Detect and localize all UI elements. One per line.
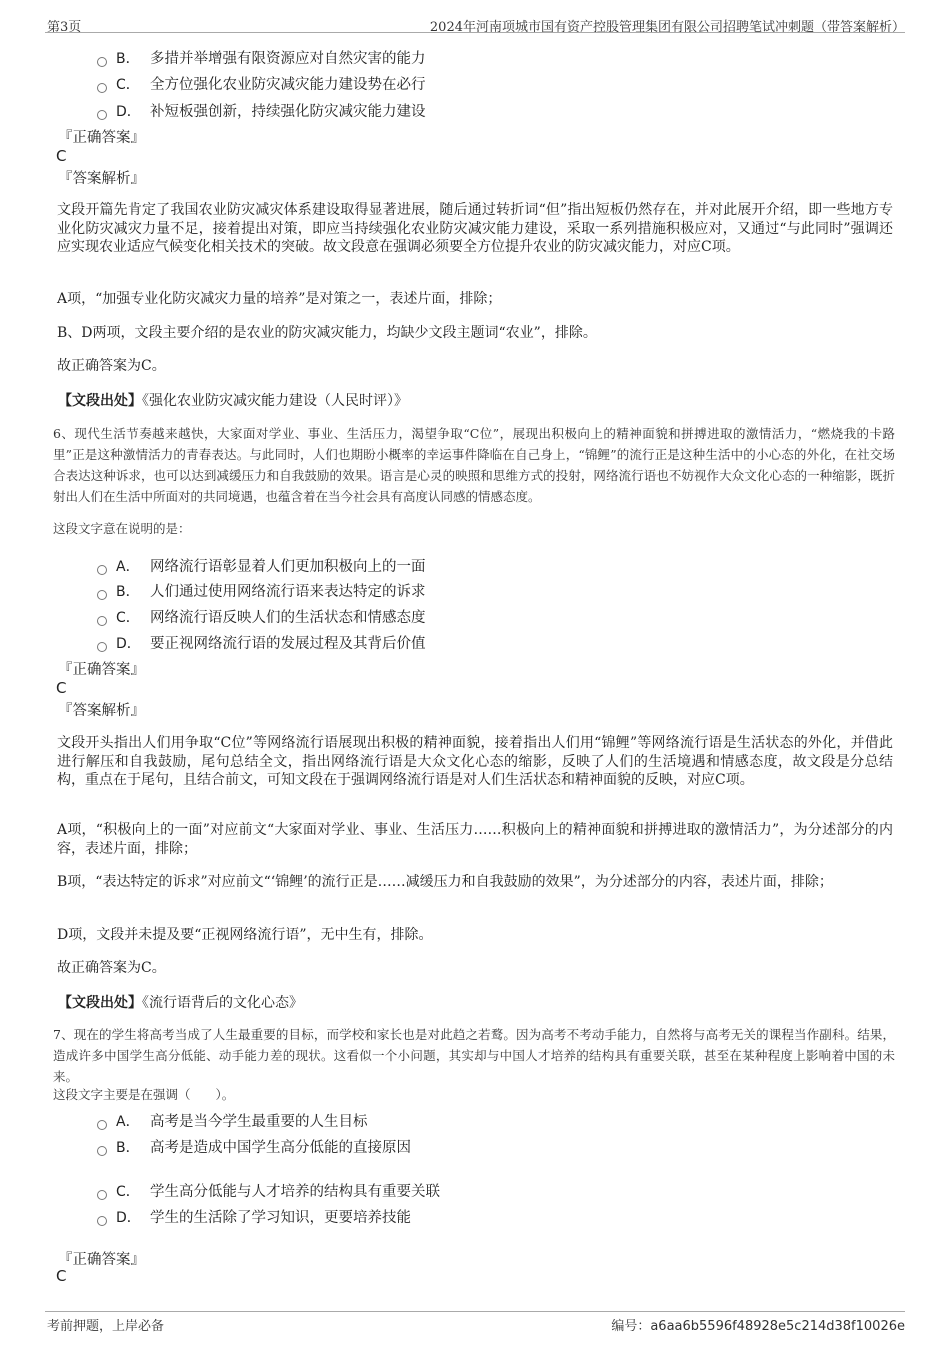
q6-analysis-text: 文段开头指出人们用争取“C位”等网络流行语展现出积极的精神面貌，接着指出人们用“锦鲤”等网络流行语是生活状态的外化，并借此进行解压和自我鼓励，尾句总结全文，指出网络流行语是大众文化心态的缩影，反映了人们的生活境遇和情感态度，故文段是分总结构，重点在于尾句，且结合前文，可知文段在于强调网络流行语是对人们生活状态和精神面貌的反映，对应C项。 — [57, 735, 893, 788]
q5-option-d[interactable]: D． 补短板强创新，持续强化防灾减灾能力建设 — [97, 100, 426, 121]
radio-icon[interactable] — [97, 1190, 107, 1200]
q7-correct-answer: C — [56, 1267, 67, 1285]
q6-correct-answer: C — [56, 679, 67, 697]
q5-analysis-text: 文段开篇先肯定了我国农业防灾减灾体系建设取得显著进展，随后通过转折词“但”指出短板仍然存在，并对此展开介绍，即一些地方专业化防灾减灾力量不足，接着提出对策，即应当持续强化农业防灾减灾能力建设，采取一系列措施积极应对，又通过“与此同时”强调还应实现农业适应气候变化相关技术的突破。故文段意在强调必须要全方位提升农业的防灾减灾能力，对应C项。 — [57, 202, 893, 255]
q5-option-c[interactable]: C． 全方位强化农业防灾减灾能力建设势在必行 — [97, 73, 426, 94]
radio-icon[interactable] — [97, 57, 107, 67]
q6-question: 这段文字意在说明的是： — [53, 521, 191, 536]
footer-divider — [45, 1311, 905, 1312]
radio-icon[interactable] — [97, 565, 107, 575]
q6-stem: 6、现代生活节奏越来越快，大家面对学业、事业、生活压力，渴望争取“C位”，展现出积极向上的精神面貌和拼搏进取的激情活力，“燃烧我的卡路里”正是这种激情活力的青春表达。与此同时，人们也期盼小概率的幸运事件降临在自己身上，“锦鲤”的流行正是这种生活中的小心态的外化，在社交场合表达这种诉求，也可以达到减缓压力和自我鼓励的效果。语言是心灵的映照和思维方式的投射，网络流行语也不妨视作大众文化心态的一种缩影，既折射出人们在生活中所面对的共同境遇，也蕴含着在当今社会具有高度认同感的情感态度。 — [53, 426, 895, 504]
q6-option-d[interactable]: D． 要正视网络流行语的发展过程及其背后价值 — [97, 632, 426, 653]
radio-icon[interactable] — [97, 1146, 107, 1156]
radio-icon[interactable] — [97, 590, 107, 600]
q7-option-b[interactable]: B． 高考是造成中国学生高分低能的直接原因 — [97, 1136, 411, 1157]
q7-option-c[interactable]: C． 学生高分低能与人才培养的结构具有重要关联 — [97, 1180, 440, 1201]
q7-option-a[interactable]: A． 高考是当今学生最重要的人生目标 — [97, 1110, 368, 1131]
q6-correct-label: 『正确答案』 — [58, 662, 145, 678]
q6-note-a: A项，“积极向上的一面”对应前文“大家面对学业、事业、生活压力……积极向上的精神面貌和拼搏进取的激情活力”，为分述部分的内容，表述片面，排除； — [57, 822, 893, 857]
q6-option-a[interactable]: A． 网络流行语彰显着人们更加积极向上的一面 — [97, 555, 426, 576]
q6-note-b: B项，“表达特定的诉求”对应前文“‘锦鲤’的流行正是……减缓压力和自我鼓励的效果”，为分述部分的内容，表述片面，排除； — [57, 874, 833, 890]
q5-correct-label: 『正确答案』 — [58, 130, 145, 146]
radio-icon[interactable] — [97, 1120, 107, 1130]
q5-correct-answer: C — [56, 147, 67, 165]
q5-option-b[interactable]: B． 多措并举增强有限资源应对自然灾害的能力 — [97, 47, 426, 68]
q5-analysis-label: 『答案解析』 — [58, 171, 145, 187]
q6-conclusion: 故正确答案为C。 — [57, 960, 166, 976]
document-code: 编号：a6aa6b5596f48928e5c214d38f10026e — [611, 1319, 905, 1334]
radio-icon[interactable] — [97, 1216, 107, 1226]
q6-option-b[interactable]: B． 人们通过使用网络流行语来表达特定的诉求 — [97, 580, 426, 601]
q7-option-d[interactable]: D． 学生的生活除了学习知识，更要培养技能 — [97, 1206, 411, 1227]
q5-note-a: A项，“加强专业化防灾减灾力量的培养”是对策之一，表述片面，排除； — [57, 291, 502, 307]
radio-icon[interactable] — [97, 642, 107, 652]
q5-source: 【文段出处】《强化农业防灾减灾能力建设（人民时评）》 — [58, 393, 408, 409]
q6-source: 【文段出处】《流行语背后的文化心态》 — [58, 995, 303, 1011]
q6-option-c[interactable]: C． 网络流行语反映人们的生活状态和情感态度 — [97, 606, 426, 627]
q7-correct-label: 『正确答案』 — [58, 1252, 145, 1268]
document-title: 2024年河南项城市国有资产控股管理集团有限公司招聘笔试冲刺题（带答案解析） — [429, 20, 905, 35]
q7-question: 这段文字主要是在强调（ ）。 — [53, 1087, 235, 1102]
footer-slogan: 考前押题，上岸必备 — [47, 1319, 165, 1334]
q6-note-d: D项，文段并未提及要“正视网络流行语”，无中生有，排除。 — [57, 927, 433, 943]
header-divider — [45, 32, 905, 33]
page-number: 第3页 — [47, 20, 82, 35]
radio-icon[interactable] — [97, 83, 107, 93]
radio-icon[interactable] — [97, 110, 107, 120]
q6-analysis-label: 『答案解析』 — [58, 703, 145, 719]
radio-icon[interactable] — [97, 616, 107, 626]
q7-stem: 7、现在的学生将高考当成了人生最重要的目标，而学校和家长也是对此趋之若鹜。因为高考不考动手能力，自然将与高考无关的课程当作副科。结果，造成许多中国学生高分低能、动手能力差的现状。这看似一个小问题，其实却与中国人才培养的结构具有重要关联，甚至在某种程度上影响着中国的未来。 — [53, 1027, 895, 1084]
q5-note-bd: B、D两项，文段主要介绍的是农业的防灾减灾能力，均缺少文段主题词“农业”，排除。 — [57, 325, 597, 341]
q5-conclusion: 故正确答案为C。 — [57, 358, 166, 374]
